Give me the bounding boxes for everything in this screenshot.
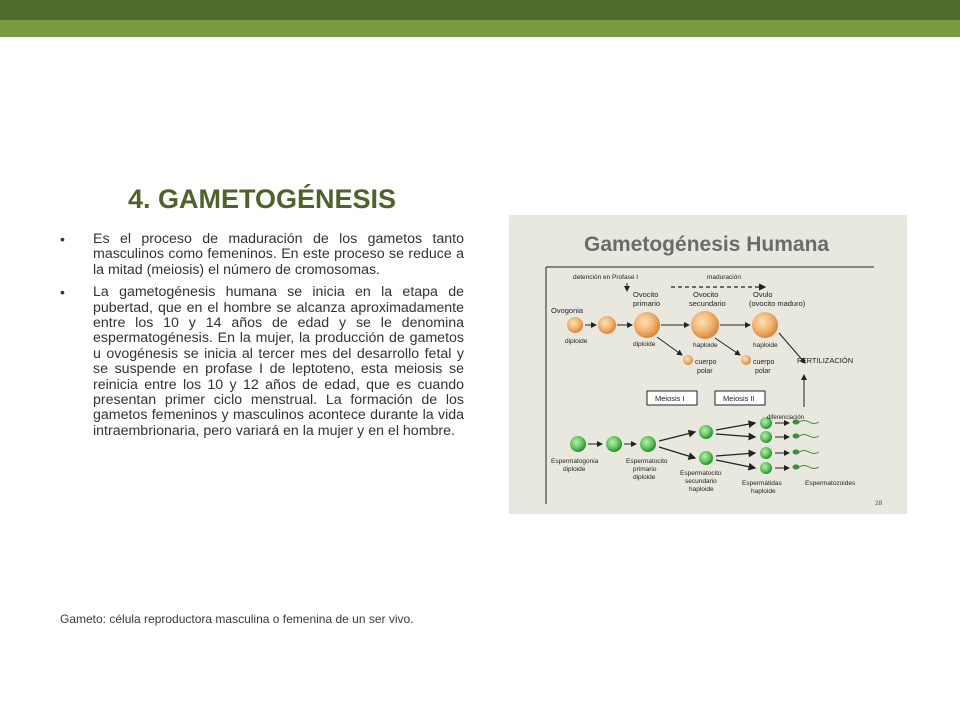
- label-cuerpo-polar-1b: polar: [697, 368, 713, 375]
- label-cuerpo-polar-2a: cuerpo: [753, 359, 775, 366]
- egg-cell: [598, 316, 616, 334]
- bullet-item: [60, 232, 464, 278]
- espermatocito-secundario-cell: [699, 451, 713, 465]
- label-diferenciacion: diferenciación: [767, 415, 805, 421]
- label-ovulo-sub: haploide: [753, 342, 778, 349]
- top-band: [0, 0, 960, 20]
- espermatida-cell: [760, 447, 772, 459]
- label-ovocito-secundario: Ovocito: [693, 290, 719, 299]
- diagram-title: Gametogénesis Humana: [584, 233, 830, 256]
- footnote: Gameto: célula reproductora masculina o femenina de un ser vivo.: [60, 612, 414, 626]
- label-ovocito-primario: Ovocito: [633, 290, 659, 299]
- gametogenesis-diagram: [509, 215, 907, 514]
- bullet-text: Es el proceso de maduración de los gametos tanto masculinos como femeninos. En este proceso se reduce a la mitad (meiosis) el número de cromosomas.: [93, 231, 464, 278]
- bullet-icon: •: [60, 284, 65, 301]
- label-ovogonia-sub: diploide: [565, 338, 588, 345]
- label-ovocito-primario-2: primario: [633, 299, 661, 308]
- label-espermatidas: Espermátidas: [742, 480, 782, 487]
- top-band-accent: [0, 20, 960, 37]
- bullet-item: [60, 285, 464, 439]
- espermatozoide-icon: [793, 450, 819, 454]
- espermatida-cell: [760, 462, 772, 474]
- sperm-cell: [606, 436, 622, 452]
- bullet-text: La gametogénesis humana se inicia en la etapa de pubertad, que en el hombre se alcanza aproximadamente entre los 10 y 14 años de edad y se le denomina espermatogénesis. En la mujer, la producción de gametos u ovogénesis se inicia al tercer mes del desarrollo fetal y se suspende en profase I de leptoteno, esta meiosis se reinicia entre los 10 y 12 años de edad, que es cuando presentan primer ciclo menstrual. La formación de los gametos femeninos y masculinos acontece durante la vida intraembrionaria, pero variará en la mujer y en el hombre.: [93, 284, 464, 439]
- espermatida-cell: [760, 431, 772, 443]
- label-espermatocito-secundario: Espermatocito: [680, 470, 722, 477]
- label-detencion: detención en Profase I: [573, 274, 639, 281]
- label-ovogonia: Ovogonia: [551, 306, 584, 315]
- label-maduracion: maduración: [707, 274, 741, 281]
- slide-title: 4. GAMETOGÉNESIS: [128, 184, 397, 214]
- espermatozoide-icon: [793, 434, 819, 438]
- label-espermatogonia-sub: diploide: [563, 466, 586, 473]
- label-espermatozoides: Espermatozoides: [805, 480, 856, 487]
- label-espermatidas-sub: haploide: [751, 488, 776, 495]
- label-cuerpo-polar-2b: polar: [755, 368, 771, 375]
- espermatozoide-icon: [793, 465, 819, 469]
- label-ovulo-2: (ovocito maduro): [749, 299, 806, 308]
- bullet-icon: •: [60, 231, 65, 247]
- label-espermatocito-primario-sub: diploide: [633, 474, 656, 481]
- label-espermatocito-secundario-2: secundario: [685, 478, 717, 485]
- ovulo-cell: [752, 312, 778, 338]
- espermatocito-secundario-cell: [699, 425, 713, 439]
- ovocito-primario-cell: [634, 312, 660, 338]
- label-ovocito-secundario-2: secundario: [689, 299, 726, 308]
- ovocito-secundario-cell: [691, 311, 719, 339]
- page-number: 28: [875, 500, 883, 507]
- label-ovocito-secundario-sub: haploide: [693, 342, 718, 349]
- cuerpo-polar-cell: [741, 355, 751, 365]
- label-ovocito-primario-sub: diploide: [633, 341, 656, 348]
- bullet-list: [60, 232, 464, 446]
- ovogonia-cell: [567, 317, 583, 333]
- label-meiosis-1: Meiosis I: [655, 394, 685, 403]
- label-meiosis-2: Meiosis II: [723, 394, 755, 403]
- espermatogonia-cell: [570, 436, 586, 452]
- label-fertilizacion: FERTILIZACIÓN: [797, 356, 854, 365]
- label-espermatocito-primario: Espermatocito: [626, 458, 668, 465]
- cuerpo-polar-cell: [683, 355, 693, 365]
- label-espermatogonia: Espermatogonia: [551, 458, 599, 465]
- label-espermatocito-secundario-sub: haploide: [689, 486, 714, 493]
- label-ovulo: Ovulo: [753, 290, 773, 299]
- label-cuerpo-polar-1a: cuerpo: [695, 359, 717, 366]
- espermatocito-primario-cell: [640, 436, 656, 452]
- label-espermatocito-primario-2: primario: [633, 466, 657, 473]
